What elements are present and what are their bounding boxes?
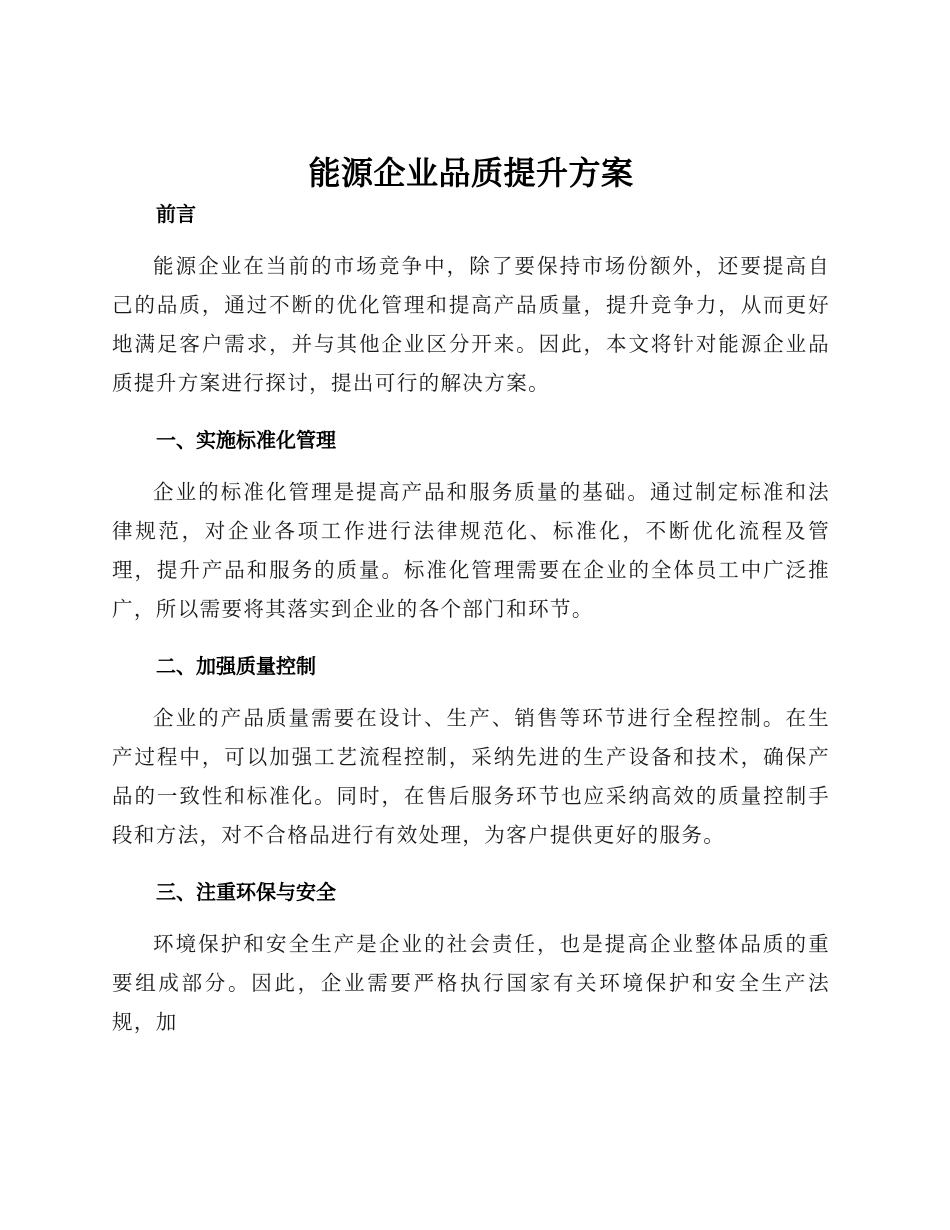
- spacer: [112, 855, 830, 878]
- section-heading-preface: 前言: [156, 202, 196, 226]
- document-title: 能源企业品质提升方案: [308, 154, 634, 192]
- spacer: [112, 629, 830, 652]
- section-heading-standardization: 一、实施标准化管理: [156, 428, 336, 452]
- section-paragraph-environment-safety: 环境保护和安全生产是企业的社会责任，也是提高企业整体品质的重要组成部分。因此，企业需要严格执行国家有关环境保护和安全生产法规，加: [112, 932, 830, 1034]
- section-paragraph-standardization: 企业的标准化管理是提高产品和服务质量的基础。通过制定标准和法律规范，对企业各项工作进行法律规范化、标准化，不断优化流程及管理，提升产品和服务的质量。标准化管理需要在企业的全体员工中广泛推广，所以需要将其落实到企业的各个部门和环节。: [112, 480, 830, 621]
- spacer: [112, 228, 830, 247]
- section-heading-environment-safety: 三、注重环保与安全: [156, 880, 336, 904]
- section-heading-quality-control: 二、加强质量控制: [156, 654, 316, 678]
- spacer: [112, 403, 830, 426]
- spacer: [112, 680, 830, 699]
- section-paragraph-preface: 能源企业在当前的市场竞争中，除了要保持市场份额外，还要提高自己的品质，通过不断的优化管理和提高产品质量，提升竞争力，从而更好地满足客户需求，并与其他企业区分开来。因此，本文将针对能源企业品质提升方案进行探讨，提出可行的解决方案。: [112, 254, 830, 395]
- spacer: [112, 454, 830, 473]
- section-paragraph-quality-control: 企业的产品质量需要在设计、生产、销售等环节进行全程控制。在生产过程中，可以加强工艺流程控制，采纳先进的生产设备和技术，确保产品的一致性和标准化。同时，在售后服务环节也应采纳高效的质量控制手段和方法，对不合格品进行有效处理，为客户提供更好的服务。: [112, 706, 830, 847]
- document-page: [112, 150, 830, 1042]
- spacer: [112, 906, 830, 925]
